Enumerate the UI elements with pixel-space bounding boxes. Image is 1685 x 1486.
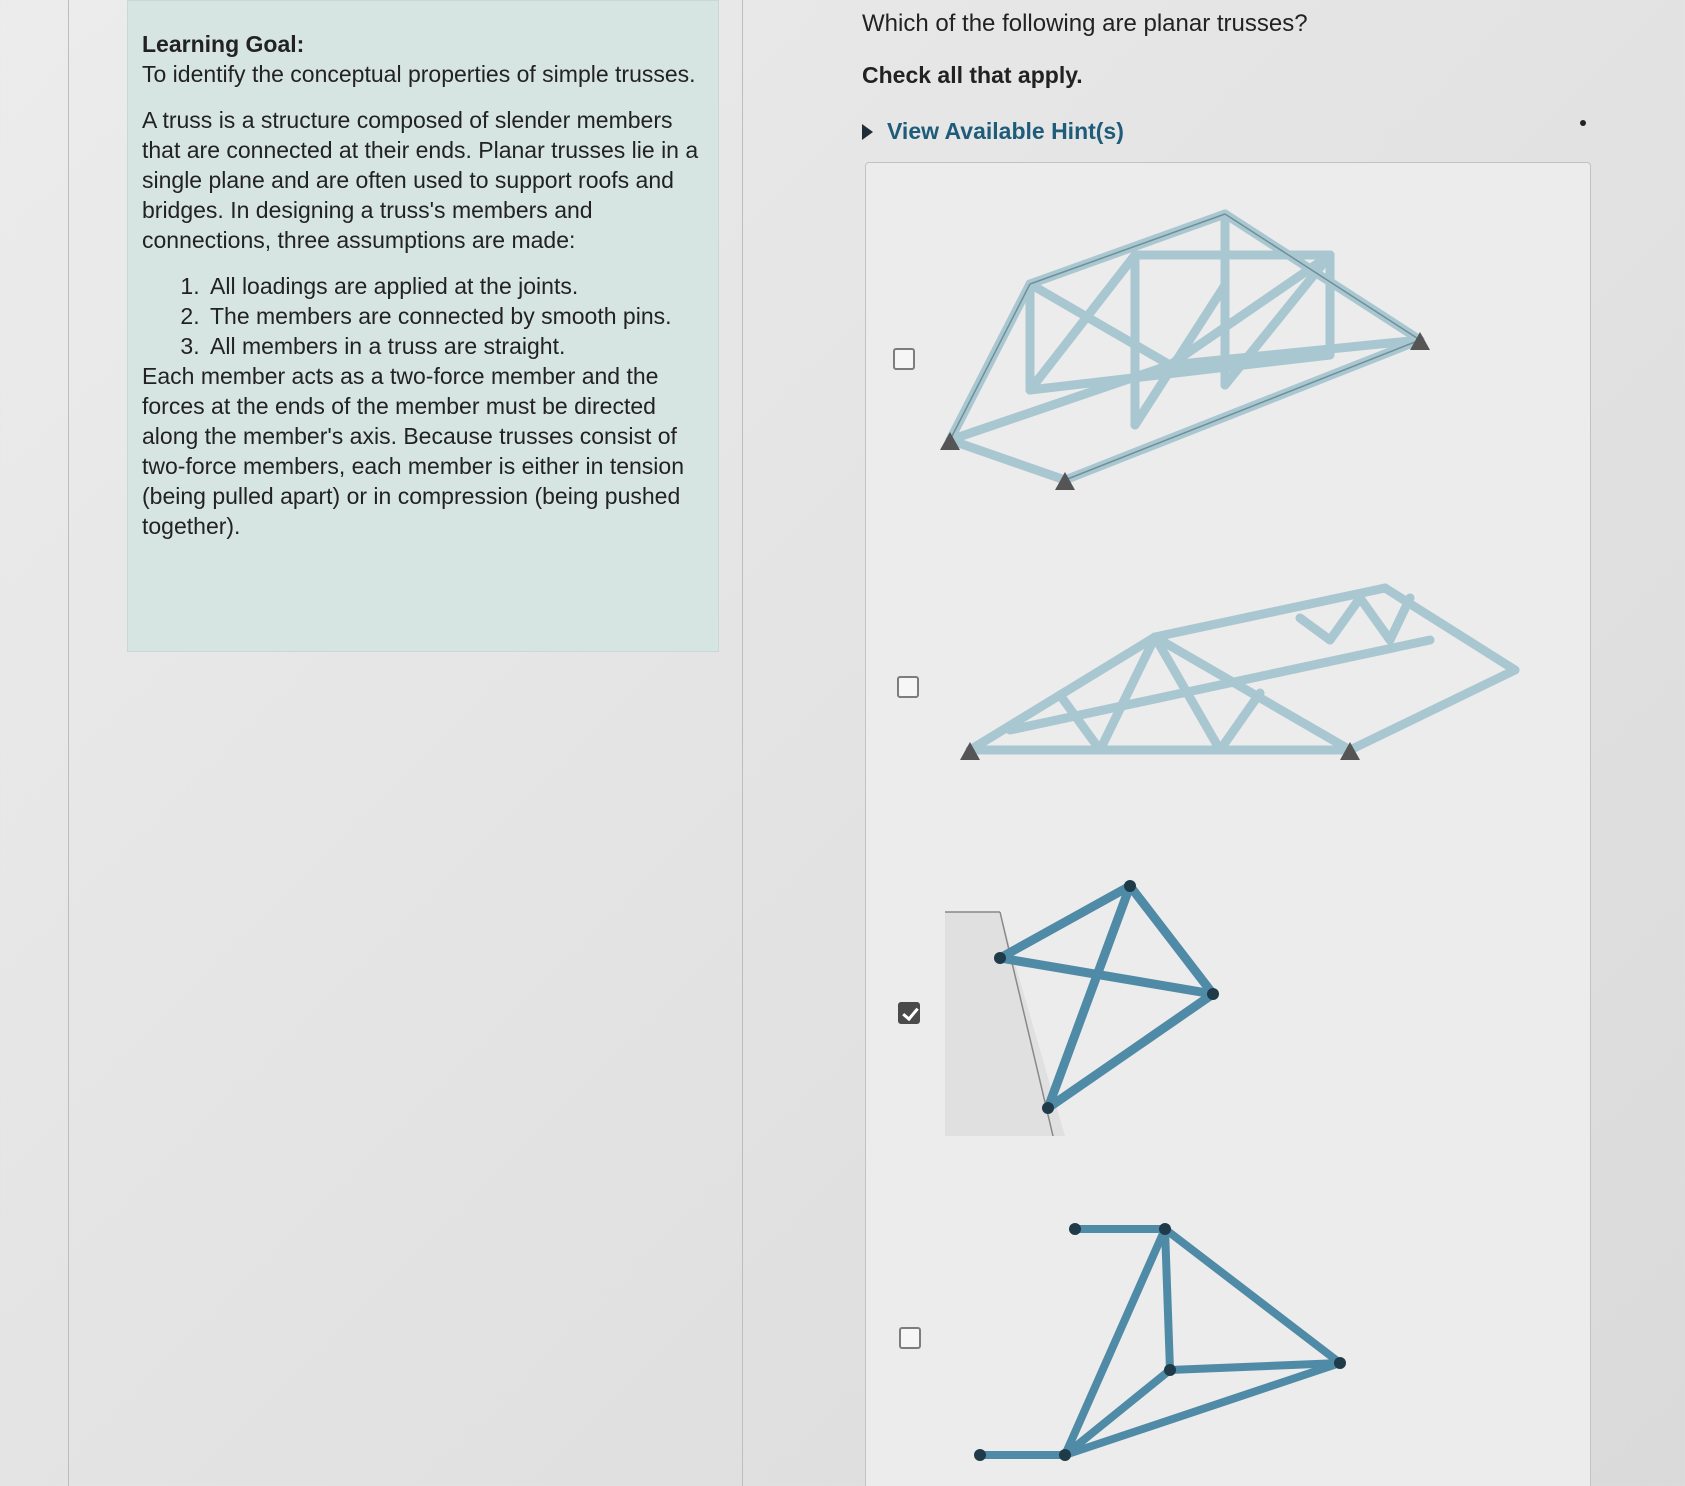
option-3-checkbox[interactable]: [898, 1002, 920, 1024]
option-1-checkbox[interactable]: [893, 348, 915, 370]
column-divider: [742, 0, 743, 1486]
view-hints-link[interactable]: [862, 118, 1124, 145]
assumption-item: 1. All loadings are applied at the joints.: [206, 271, 700, 301]
truss-figure-1: [930, 200, 1450, 500]
truss-intro-text: A truss is a structure composed of slender members that are connected at their ends. Planar trusses lie in a single plane and are often used to support roofs and bridges. In designing a truss's members and connections, three assumptions are made:: [142, 107, 699, 253]
truss-figure-3: [945, 876, 1245, 1146]
question-instruction: Check all that apply.: [862, 62, 1083, 88]
left-margin-line: [68, 0, 69, 1486]
assumptions-list: [206, 271, 700, 361]
truss-figure-4: [960, 1215, 1360, 1480]
option-2-checkbox[interactable]: [897, 676, 919, 698]
learning-goal-title: Learning Goal:: [142, 31, 305, 57]
question-prompt: Which of the following are planar trusses?: [862, 10, 1308, 37]
truss-figure-2: [950, 580, 1530, 770]
caret-right-icon: [862, 124, 873, 140]
learning-goal-subtitle: To identify the conceptual properties of simple trusses.: [142, 61, 696, 87]
view-hints-label: View Available Hint(s): [887, 118, 1124, 144]
dot-icon: [1580, 120, 1586, 126]
option-4-checkbox[interactable]: [899, 1327, 921, 1349]
assumption-item: 3. All members in a truss are straight.: [206, 331, 700, 361]
assumption-item: 2. The members are connected by smooth pins.: [206, 301, 700, 331]
learning-goal-panel: [127, 0, 719, 652]
two-force-member-text: Each member acts as a two-force member and the forces at the ends of the member must be directed along the member's axis. Because trusses consist of two-force members, each member is either in tension (being pulled apart) or in compression (being pushed together).: [142, 363, 684, 539]
